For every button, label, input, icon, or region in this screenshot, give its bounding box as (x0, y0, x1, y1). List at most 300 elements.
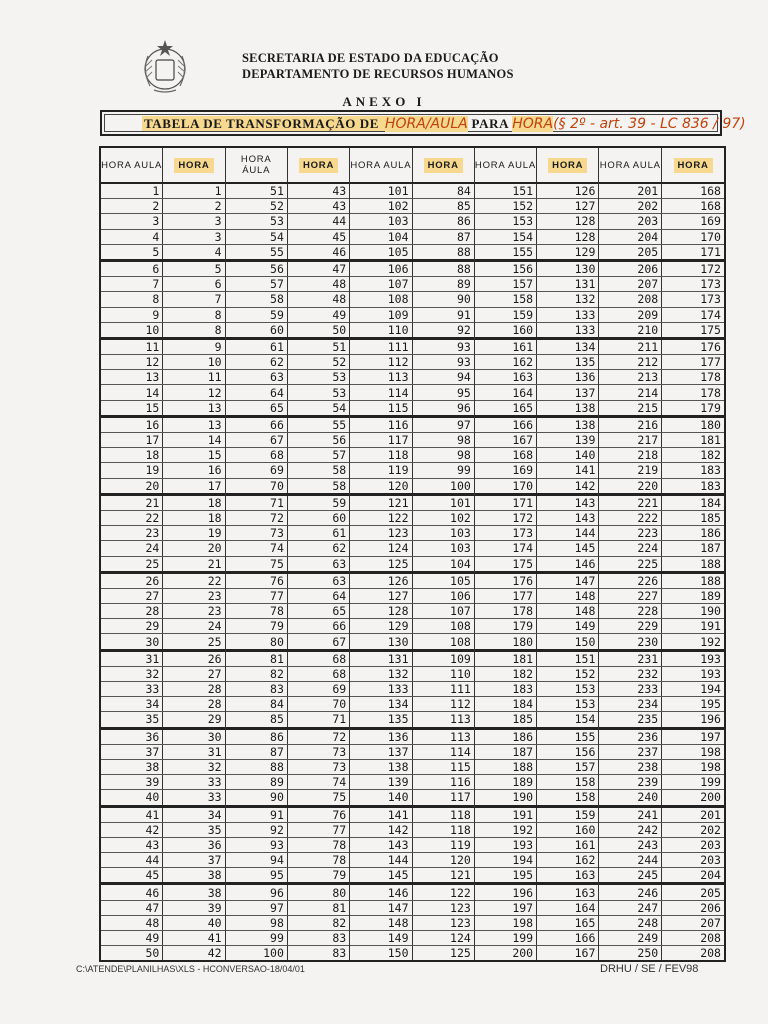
hora-aula-cell: 109 (350, 308, 412, 322)
hora-cell: 92 (456, 322, 471, 337)
hora-aula-cell: 79 (226, 619, 288, 633)
hora-cell: 38 (207, 868, 222, 883)
hora-aula-cell: 156 (475, 262, 537, 276)
hora-cell: 43 (332, 184, 347, 199)
table-row (599, 448, 724, 463)
hora-cell: 12 (207, 385, 222, 400)
hora-cell: 169 (700, 214, 721, 229)
hora-cell: 104 (450, 556, 471, 571)
table-row (226, 712, 350, 729)
hora-aula-cell: 65 (226, 401, 288, 415)
table-row (226, 589, 350, 604)
hora-aula-cell: 232 (599, 667, 662, 681)
table-row (475, 682, 599, 697)
hora-aula-cell: 152 (475, 199, 537, 213)
table-row (599, 619, 724, 634)
hora-cell: 178 (700, 385, 721, 400)
hora-cell: 142 (574, 478, 596, 493)
hora-cell: 61 (332, 526, 347, 541)
table-row (475, 868, 599, 885)
hora-aula-cell: 149 (350, 931, 412, 945)
hora-cell: 188 (700, 573, 721, 588)
hora-aula-cell: 160 (475, 323, 537, 337)
table-row (475, 885, 599, 900)
hora-aula-cell: 106 (350, 262, 412, 276)
hora-aula-cell: 52 (226, 199, 288, 213)
table-row (226, 479, 350, 496)
hora-aula-cell: 97 (226, 901, 288, 915)
hora-cell: 87 (456, 229, 471, 244)
hora-cell: 200 (700, 790, 721, 805)
hora-cell: 183 (700, 478, 721, 493)
table-row (101, 401, 225, 418)
table-row (226, 775, 350, 790)
hora-cell: 113 (450, 712, 471, 727)
table-row (350, 946, 474, 960)
table-row (599, 885, 724, 900)
hora-cell: 128 (574, 229, 596, 244)
table-row (101, 885, 225, 900)
table-row (350, 479, 474, 496)
hora-cell: 184 (700, 495, 721, 510)
table-row (475, 308, 599, 323)
table-row (475, 853, 599, 868)
hora-aula-cell: 95 (226, 868, 288, 882)
hora-cell: 173 (700, 277, 721, 292)
table-row (101, 479, 225, 496)
table-row (350, 199, 474, 214)
hora-cell: 3 (214, 229, 222, 244)
table-row (475, 619, 599, 634)
hora-cell: 93 (456, 355, 471, 370)
hora-aula-cell: 175 (475, 557, 537, 571)
hora-aula-cell: 229 (599, 619, 662, 633)
hora-cell: 117 (450, 790, 471, 805)
table-row (226, 682, 350, 697)
hora-aula-cell: 29 (101, 619, 163, 633)
table-row (475, 589, 599, 604)
hora-cell: 106 (450, 588, 471, 603)
hora-aula-cell: 139 (350, 775, 412, 789)
table-row (226, 541, 350, 556)
table-row (350, 853, 474, 868)
table-row (101, 385, 225, 400)
table-row (226, 667, 350, 682)
hora-cell: 168 (700, 184, 721, 199)
hora-cell: 161 (574, 837, 596, 852)
hora-aula-cell: 167 (475, 433, 537, 447)
table-row (350, 418, 474, 433)
table-row (475, 697, 599, 712)
table-row (475, 730, 599, 745)
hora-cell: 32 (207, 760, 222, 775)
hora-aula-cell: 129 (350, 619, 412, 633)
table-row (599, 184, 724, 199)
table-row (475, 385, 599, 400)
table-row (350, 496, 474, 511)
table-row (599, 277, 724, 292)
hora-aula-cell: 73 (226, 526, 288, 540)
table-row (101, 838, 225, 853)
hora-aula-cell: 236 (599, 730, 662, 744)
header-hora-aula: HORA AULA (101, 148, 163, 182)
table-row (226, 323, 350, 340)
table-row (101, 697, 225, 712)
hora-aula-cell: 182 (475, 667, 537, 681)
table-row (599, 418, 724, 433)
hora-aula-cell: 210 (599, 323, 662, 337)
table-row (101, 946, 225, 960)
hora-cell: 55 (332, 417, 347, 432)
hora-cell: 208 (700, 946, 721, 961)
hora-cell: 133 (574, 307, 596, 322)
hora-aula-cell: 238 (599, 760, 662, 774)
table-row (350, 433, 474, 448)
table-row (226, 901, 350, 916)
table-row (101, 760, 225, 775)
hora-aula-cell: 62 (226, 355, 288, 369)
hora-aula-cell: 96 (226, 885, 288, 899)
hora-aula-cell: 2 (101, 199, 163, 213)
hora-aula-cell: 245 (599, 868, 662, 882)
hora-cell: 145 (574, 541, 596, 556)
hora-aula-cell: 31 (101, 652, 163, 666)
table-row (350, 775, 474, 790)
hora-aula-cell: 43 (101, 838, 163, 852)
hora-cell: 198 (700, 744, 721, 759)
table-row (226, 448, 350, 463)
hora-aula-cell: 114 (350, 385, 412, 399)
hora-aula-cell: 98 (226, 916, 288, 930)
table-row (599, 292, 724, 307)
hora-cell: 143 (574, 495, 596, 510)
title-prefix: TABELA DE TRANSFORMAÇÃO DE (144, 116, 383, 131)
hora-cell: 130 (574, 262, 596, 277)
hora-aula-cell: 207 (599, 277, 662, 291)
hora-cell: 38 (207, 885, 222, 900)
hora-cell: 172 (700, 262, 721, 277)
table-row (475, 712, 599, 729)
hora-cell: 194 (700, 682, 721, 697)
hora-cell: 153 (574, 697, 596, 712)
table-row (226, 823, 350, 838)
table-row (101, 745, 225, 760)
hora-aula-cell: 54 (226, 230, 288, 244)
table-row (350, 511, 474, 526)
title-handwritten-hora: HORA (512, 116, 554, 132)
hora-aula-cell: 162 (475, 355, 537, 369)
hora-aula-cell: 34 (101, 697, 163, 711)
hora-aula-cell: 250 (599, 946, 662, 960)
hora-aula-cell: 108 (350, 292, 412, 306)
hora-aula-cell: 1 (101, 184, 163, 198)
hora-aula-cell: 66 (226, 418, 288, 432)
hora-cell: 73 (332, 744, 347, 759)
hora-aula-cell: 111 (350, 340, 412, 354)
table-row (475, 479, 599, 496)
hora-cell: 15 (207, 448, 222, 463)
hora-cell: 105 (450, 573, 471, 588)
hora-cell: 167 (574, 946, 596, 961)
hora-cell: 43 (332, 199, 347, 214)
hora-cell: 25 (207, 634, 222, 649)
table-row (226, 697, 350, 712)
table-row (599, 574, 724, 589)
hora-aula-cell: 83 (226, 682, 288, 696)
table-row (226, 245, 350, 262)
hora-cell: 192 (700, 634, 721, 649)
hora-aula-cell: 230 (599, 634, 662, 648)
hora-aula-cell: 76 (226, 574, 288, 588)
hora-aula-cell: 92 (226, 823, 288, 837)
hora-cell: 132 (574, 292, 596, 307)
table-row (599, 463, 724, 478)
table-row (226, 808, 350, 823)
hora-cell: 133 (574, 322, 596, 337)
table-row (475, 946, 599, 960)
table-row (226, 604, 350, 619)
table-row (475, 667, 599, 682)
table-row (475, 496, 599, 511)
hora-cell: 171 (700, 244, 721, 259)
table-row (599, 385, 724, 400)
hora-cell: 115 (450, 760, 471, 775)
table-row (599, 355, 724, 370)
hora-aula-cell: 77 (226, 589, 288, 603)
header-hora-aula: HORA ÁULA (226, 148, 288, 182)
hora-cell: 34 (207, 807, 222, 822)
hora-cell: 110 (450, 666, 471, 681)
table-row (350, 292, 474, 307)
hora-cell: 153 (574, 682, 596, 697)
hora-aula-cell: 181 (475, 652, 537, 666)
column-header (350, 148, 474, 184)
hora-cell: 173 (700, 292, 721, 307)
hora-aula-cell: 222 (599, 511, 662, 525)
table-row (226, 885, 350, 900)
table-row (101, 901, 225, 916)
hora-cell: 118 (450, 807, 471, 822)
hora-aula-cell: 67 (226, 433, 288, 447)
hora-cell: 18 (207, 511, 222, 526)
hora-aula-cell: 38 (101, 760, 163, 774)
hora-cell: 91 (456, 307, 471, 322)
table-row (350, 901, 474, 916)
hora-aula-cell: 90 (226, 790, 288, 804)
hora-aula-cell: 100 (226, 946, 288, 960)
hora-aula-cell: 94 (226, 853, 288, 867)
hora-aula-cell: 104 (350, 230, 412, 244)
hora-cell: 51 (332, 339, 347, 354)
table-row (101, 511, 225, 526)
hora-cell: 63 (332, 573, 347, 588)
table-row (475, 931, 599, 946)
hora-aula-cell: 204 (599, 230, 662, 244)
hora-cell: 37 (207, 853, 222, 868)
table-row (475, 401, 599, 418)
hora-cell: 118 (450, 822, 471, 837)
header-hora-aula: HORA AULA (475, 148, 537, 182)
table-row (350, 712, 474, 729)
hora-aula-cell: 215 (599, 401, 662, 415)
table-row (599, 760, 724, 775)
hora-aula-cell: 44 (101, 853, 163, 867)
hora-cell: 68 (332, 651, 347, 666)
table-row (475, 526, 599, 541)
hora-aula-cell: 142 (350, 823, 412, 837)
hora-aula-cell: 235 (599, 712, 662, 726)
hora-cell: 67 (332, 634, 347, 649)
hora-aula-cell: 78 (226, 604, 288, 618)
hora-aula-cell: 174 (475, 541, 537, 555)
hora-cell: 108 (450, 634, 471, 649)
hora-cell: 80 (332, 885, 347, 900)
hora-aula-cell: 46 (101, 885, 163, 899)
table-row (599, 245, 724, 262)
hora-aula-cell: 173 (475, 526, 537, 540)
hora-cell: 24 (207, 619, 222, 634)
table-row (226, 526, 350, 541)
hora-aula-cell: 228 (599, 604, 662, 618)
hora-cell: 182 (700, 448, 721, 463)
hora-cell: 113 (450, 729, 471, 744)
hora-aula-cell: 82 (226, 667, 288, 681)
table-row (101, 557, 225, 574)
hora-aula-cell: 191 (475, 808, 537, 822)
hora-cell: 138 (574, 417, 596, 432)
table-row (226, 262, 350, 277)
table-row (599, 712, 724, 729)
table-row (475, 448, 599, 463)
hora-aula-cell: 157 (475, 277, 537, 291)
table-row (350, 808, 474, 823)
table-row (226, 838, 350, 853)
table-row (475, 823, 599, 838)
hora-aula-cell: 107 (350, 277, 412, 291)
hora-aula-cell: 51 (226, 184, 288, 198)
hora-aula-cell: 241 (599, 808, 662, 822)
table-row (226, 619, 350, 634)
table-row (475, 790, 599, 807)
hora-cell: 79 (332, 868, 347, 883)
hora-aula-cell: 184 (475, 697, 537, 711)
hora-cell: 18 (207, 495, 222, 510)
header-hora-label: HORA (424, 158, 463, 173)
hora-aula-cell: 45 (101, 868, 163, 882)
table-row (226, 511, 350, 526)
hora-cell: 56 (332, 433, 347, 448)
hora-cell: 199 (700, 775, 721, 790)
hora-cell: 20 (207, 541, 222, 556)
hora-aula-cell: 219 (599, 463, 662, 477)
table-row (101, 808, 225, 823)
hora-cell: 30 (207, 729, 222, 744)
table-row (599, 667, 724, 682)
hora-aula-cell: 171 (475, 496, 537, 510)
hora-aula-cell: 25 (101, 557, 163, 571)
table-row (350, 448, 474, 463)
hora-aula-cell: 135 (350, 712, 412, 726)
hora-cell: 138 (574, 400, 596, 415)
hora-aula-cell: 117 (350, 433, 412, 447)
hora-cell: 97 (456, 417, 471, 432)
table-row (101, 230, 225, 245)
hora-aula-cell: 185 (475, 712, 537, 726)
hora-cell: 21 (207, 556, 222, 571)
table-row (599, 479, 724, 496)
hora-cell: 95 (456, 385, 471, 400)
table-row (226, 557, 350, 574)
table-column-group (226, 148, 351, 960)
hora-aula-cell: 68 (226, 448, 288, 462)
hora-cell: 164 (574, 900, 596, 915)
hora-cell: 90 (456, 292, 471, 307)
table-row (350, 682, 474, 697)
header-departamento: DEPARTAMENTO DE RECURSOS HUMANOS (242, 67, 514, 81)
hora-cell: 60 (332, 511, 347, 526)
hora-cell: 26 (207, 651, 222, 666)
hora-cell: 155 (574, 729, 596, 744)
table-row (226, 496, 350, 511)
table-row (350, 385, 474, 400)
table-row (226, 433, 350, 448)
table-row (350, 355, 474, 370)
hora-aula-cell: 148 (350, 916, 412, 930)
hora-cell: 48 (332, 292, 347, 307)
hora-aula-cell: 192 (475, 823, 537, 837)
hora-aula-cell: 101 (350, 184, 412, 198)
hora-aula-cell: 163 (475, 370, 537, 384)
table-row (101, 433, 225, 448)
hora-aula-cell: 102 (350, 199, 412, 213)
hora-cell: 143 (574, 511, 596, 526)
hora-aula-cell: 18 (101, 448, 163, 462)
hora-aula-cell: 216 (599, 418, 662, 432)
hora-aula-cell: 164 (475, 385, 537, 399)
table-row (599, 511, 724, 526)
table-row (350, 526, 474, 541)
table-row (101, 184, 225, 199)
hora-aula-cell: 220 (599, 479, 662, 493)
table-row (475, 355, 599, 370)
table-row (350, 463, 474, 478)
hora-aula-cell: 60 (226, 323, 288, 337)
table-row (599, 604, 724, 619)
hora-aula-cell: 166 (475, 418, 537, 432)
hora-cell: 131 (574, 277, 596, 292)
title-middle: PARA (467, 116, 513, 131)
hora-aula-cell: 27 (101, 589, 163, 603)
table-row (226, 370, 350, 385)
hora-aula-cell: 249 (599, 931, 662, 945)
hora-aula-cell: 141 (350, 808, 412, 822)
table-title (142, 116, 746, 132)
table-row (599, 230, 724, 245)
table-row (599, 697, 724, 712)
hora-cell: 14 (207, 433, 222, 448)
hora-cell: 70 (332, 697, 347, 712)
table-row (226, 931, 350, 946)
hora-aula-cell: 122 (350, 511, 412, 525)
table-row (101, 574, 225, 589)
table-row (226, 730, 350, 745)
table-row (599, 308, 724, 323)
hora-aula-cell: 170 (475, 479, 537, 493)
hora-aula-cell: 93 (226, 838, 288, 852)
hora-cell: 52 (332, 355, 347, 370)
column-header (475, 148, 599, 184)
hora-cell: 49 (332, 307, 347, 322)
